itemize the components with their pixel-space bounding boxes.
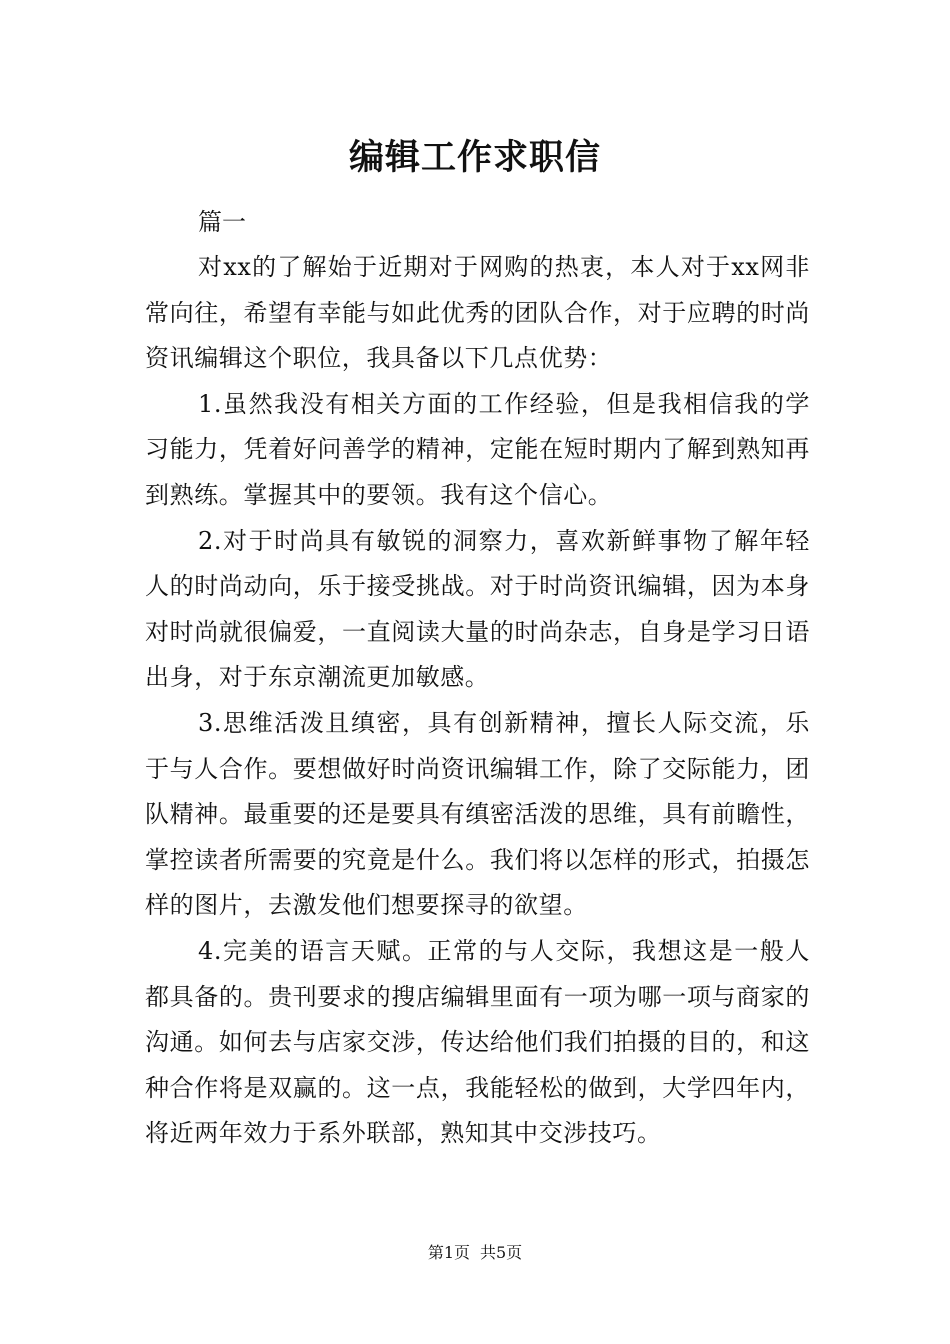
intro-paragraph: 对xx的了解始于近期对于网购的热衷，本人对于xx网非常向往，希望有幸能与如此优秀的团队合作，对于应聘的时尚资讯编辑这个职位，我具备以下几点优势： [145, 253, 810, 373]
point-3-paragraph: 3.思维活泼且缜密，具有创新精神，擅长人际交流，乐于与人合作。要想做好时尚资讯编辑工作，除了交际能力，团队精神。最重要的还是要具有缜密活泼的思维，具有前瞻性，掌控读者所需要的究竟是什么。我们将以怎样的形式，拍摄怎样的图片，去激发他们想要探寻的欲望。 [145, 708, 810, 920]
document-title: 编辑工作求职信 [348, 137, 601, 178]
document-body [145, 200, 810, 1157]
point-2-paragraph: 2.对于时尚具有敏锐的洞察力，喜欢新鲜事物了解年轻人的时尚动向，乐于接受挑战。对于时尚资讯编辑，因为本身对时尚就很偏爱，一直阅读大量的时尚杂志，自身是学习日语出身，对于东京潮流更加敏感。 [145, 526, 810, 692]
page-number: 第1页 [427, 1243, 470, 1262]
page-total: 共5页 [480, 1243, 523, 1262]
point-4-paragraph: 4.完美的语言天赋。正常的与人交际，我想这是一般人都具备的。贵刊要求的搜店编辑里面有一项为哪一项与商家的沟通。如何去与店家交涉，传达给他们我们拍摄的目的，和这种合作将是双赢的。这一点，我能轻松的做到，大学四年内，将近两年效力于系外联部，熟知其中交涉技巧。 [145, 936, 810, 1148]
section-label: 篇一 [198, 208, 246, 236]
page-footer [0, 1241, 950, 1265]
point-1-paragraph: 1.虽然我没有相关方面的工作经验，但是我相信我的学习能力，凭着好问善学的精神，定能在短时期内了解到熟知再到熟练。掌握其中的要领。我有这个信心。 [145, 389, 810, 509]
